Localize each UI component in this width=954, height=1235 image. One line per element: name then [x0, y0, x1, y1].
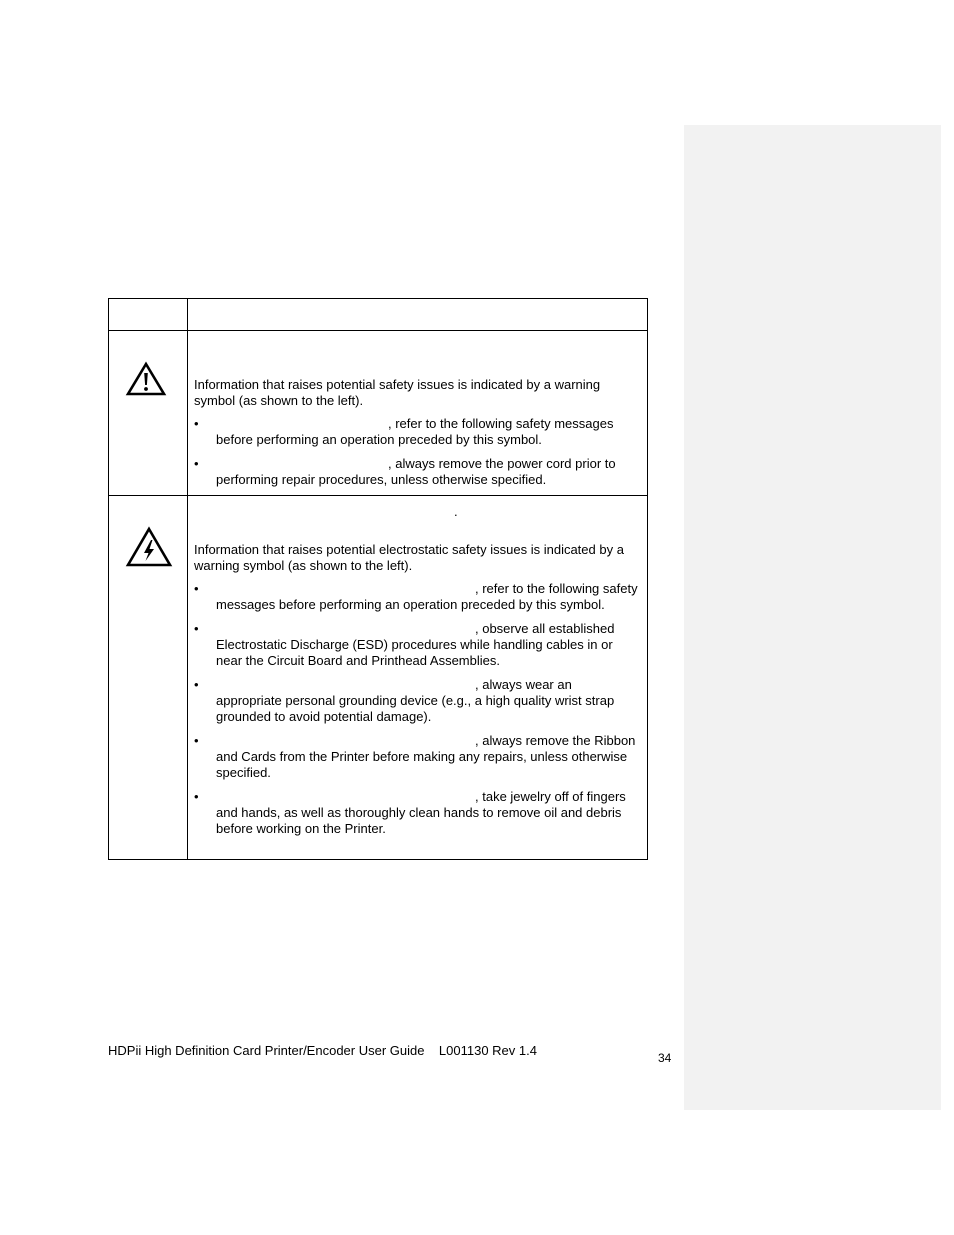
symbol-cell [109, 496, 188, 860]
header-cell-symbol [109, 299, 188, 331]
table-row [109, 331, 648, 496]
list-item: • , refer to the following safety messages before performing an operation preceded by this symbol. [194, 581, 638, 612]
warning-bullets [194, 416, 639, 488]
warning-intro: Information that raises potential safety issues is indicated by a warning symbol (as shown to the left). [194, 377, 601, 408]
symbol-cell [109, 331, 188, 496]
electrostatic-intro: Information that raises potential electrostatic safety issues is indicated by a warning symbol (as shown to the left). [194, 542, 624, 573]
footer-text: HDPii High Definition Card Printer/Encoder User Guide L001130 Rev 1.4 [108, 1043, 537, 1058]
comment-pane [684, 125, 941, 1110]
page-number: 34 [658, 1051, 672, 1065]
header-cell-description [188, 299, 648, 331]
list-item: • , always remove the power cord prior to performing repair procedures, unless otherwise specified. [194, 456, 616, 487]
list-item: • , always remove the Ribbon and Cards from the Printer before making any repairs, unless otherwise specified. [194, 733, 636, 780]
description-cell [188, 331, 648, 496]
table-row [109, 496, 648, 860]
table-header-row [109, 299, 648, 331]
list-item: • , take jewelry off of fingers and hands, as well as thoroughly clean hands to remove oil and debris before working on the Printer. [194, 789, 626, 836]
electrostatic-bullets [194, 581, 639, 837]
electrostatic-warning-icon [125, 526, 173, 568]
warning-triangle-icon [125, 361, 167, 397]
description-cell [188, 496, 648, 860]
heading-punctuation: . [454, 504, 458, 519]
safety-symbols-table [108, 298, 648, 860]
list-item: • , refer to the following safety messages before performing an operation preceded by this symbol. [194, 416, 614, 447]
list-item: • , observe all established Electrostatic Discharge (ESD) procedures while handling cables in or near the Circuit Board and Printhead Assemblies. [194, 621, 615, 668]
list-item: • , always wear an appropriate personal grounding device (e.g., a high quality wrist strap grounded to avoid potential damage). [194, 677, 615, 724]
